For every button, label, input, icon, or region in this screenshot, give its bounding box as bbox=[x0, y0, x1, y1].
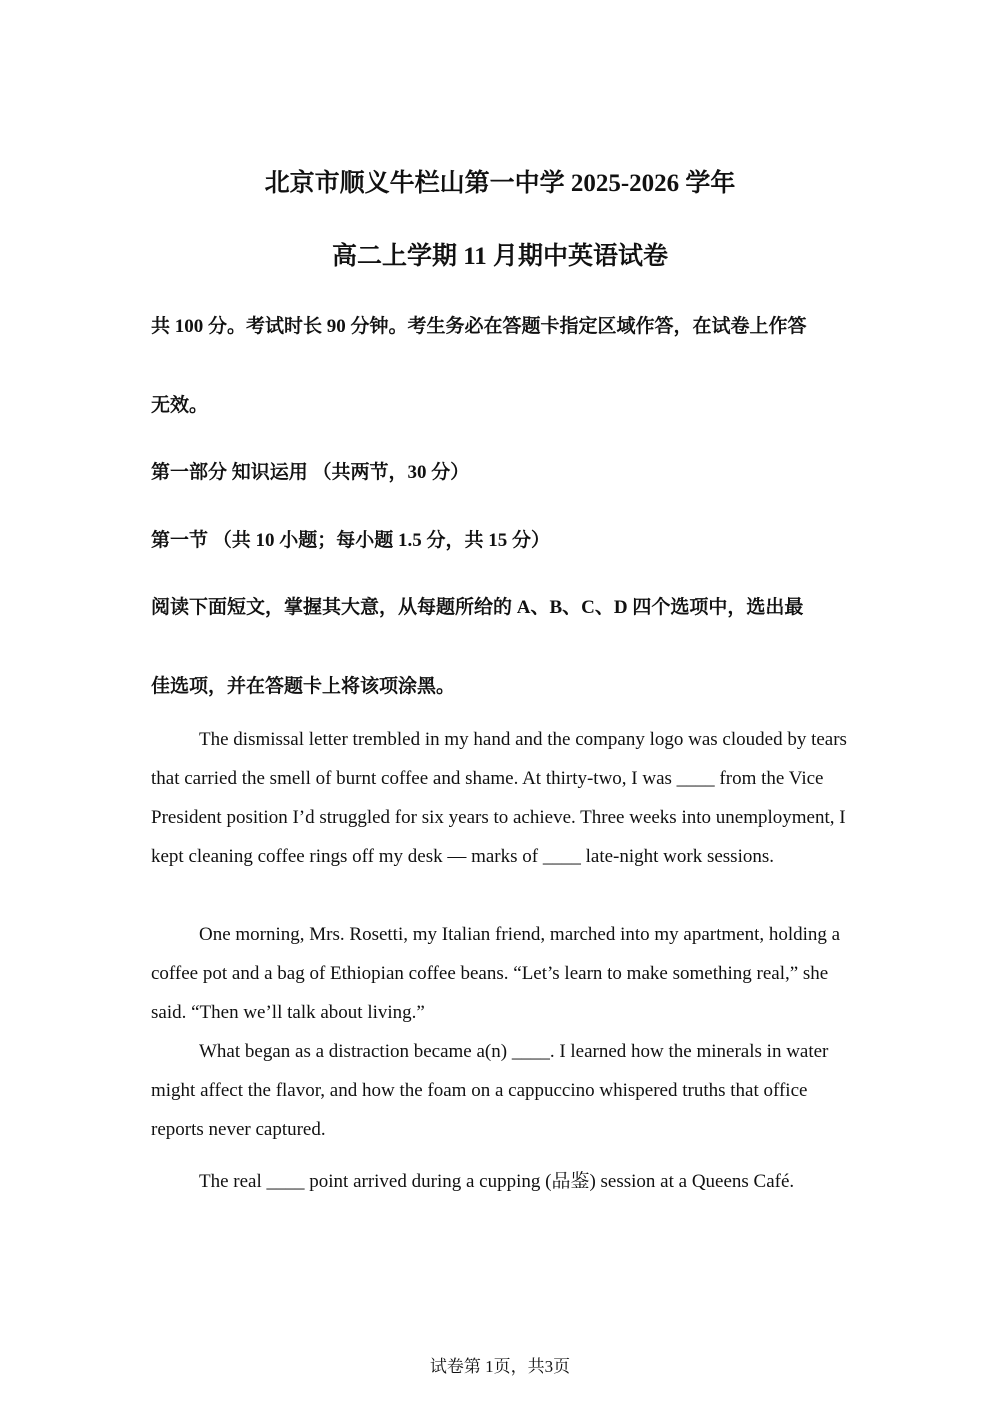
paragraph-text: What began as a distraction became a(n) ____. I learned how the minerals in water might affect the flavor, and how the foam on a cappuccino whispered truths that office reports never captured. bbox=[151, 1041, 829, 1140]
paragraph-text: The dismissal letter trembled in my hand and the company logo was clouded by tears that carried the smell of burnt coffee and shame. At thirty-two, I was ____ from the Vice President position I’d struggled for six years to achieve. Three weeks into unemployment, I kept cleaning coffee rings off my desk — marks of ____ late-night work sessions. bbox=[151, 729, 847, 867]
passage-paragraph-2 bbox=[151, 915, 851, 1032]
instructions-line-1: 共 100 分。考试时长 90 分钟。考生务必在答题卡指定区域作答，在试卷上作答 bbox=[151, 316, 807, 337]
passage-paragraph-4 bbox=[151, 1162, 851, 1201]
passage-paragraph-1 bbox=[151, 720, 851, 876]
exam-subtitle: 高二上学期 11 月期中英语试卷 bbox=[331, 243, 669, 270]
directions-line-2: 佳选项，并在答题卡上将该项涂黑。 bbox=[151, 676, 456, 697]
exam-title: 北京市顺义牛栏山第一中学 2025-2026 学年 bbox=[264, 170, 736, 197]
paragraph-text: The real ____ point arrived during a cupping (品鉴) session at a Queens Café. bbox=[199, 1171, 795, 1192]
directions-line-1: 阅读下面短文，掌握其大意，从每题所给的 A、B、C、D 四个选项中，选出最 bbox=[151, 597, 804, 618]
passage-paragraph-3 bbox=[151, 1032, 851, 1149]
part-heading: 第一部分 知识运用 （共两节，30 分） bbox=[151, 462, 470, 483]
page-footer: 试卷第 1页，共3页 bbox=[429, 1357, 571, 1376]
paragraph-text: One morning, Mrs. Rosetti, my Italian friend, marched into my apartment, holding a coffee pot and a bag of Ethiopian coffee beans. “Let’s learn to make something real,” she said. “Then we’ll talk about living.” bbox=[151, 924, 841, 1023]
instructions-line-2: 无效。 bbox=[151, 395, 209, 416]
section-heading: 第一节 （共 10 小题；每小题 1.5 分，共 15 分） bbox=[151, 530, 551, 551]
